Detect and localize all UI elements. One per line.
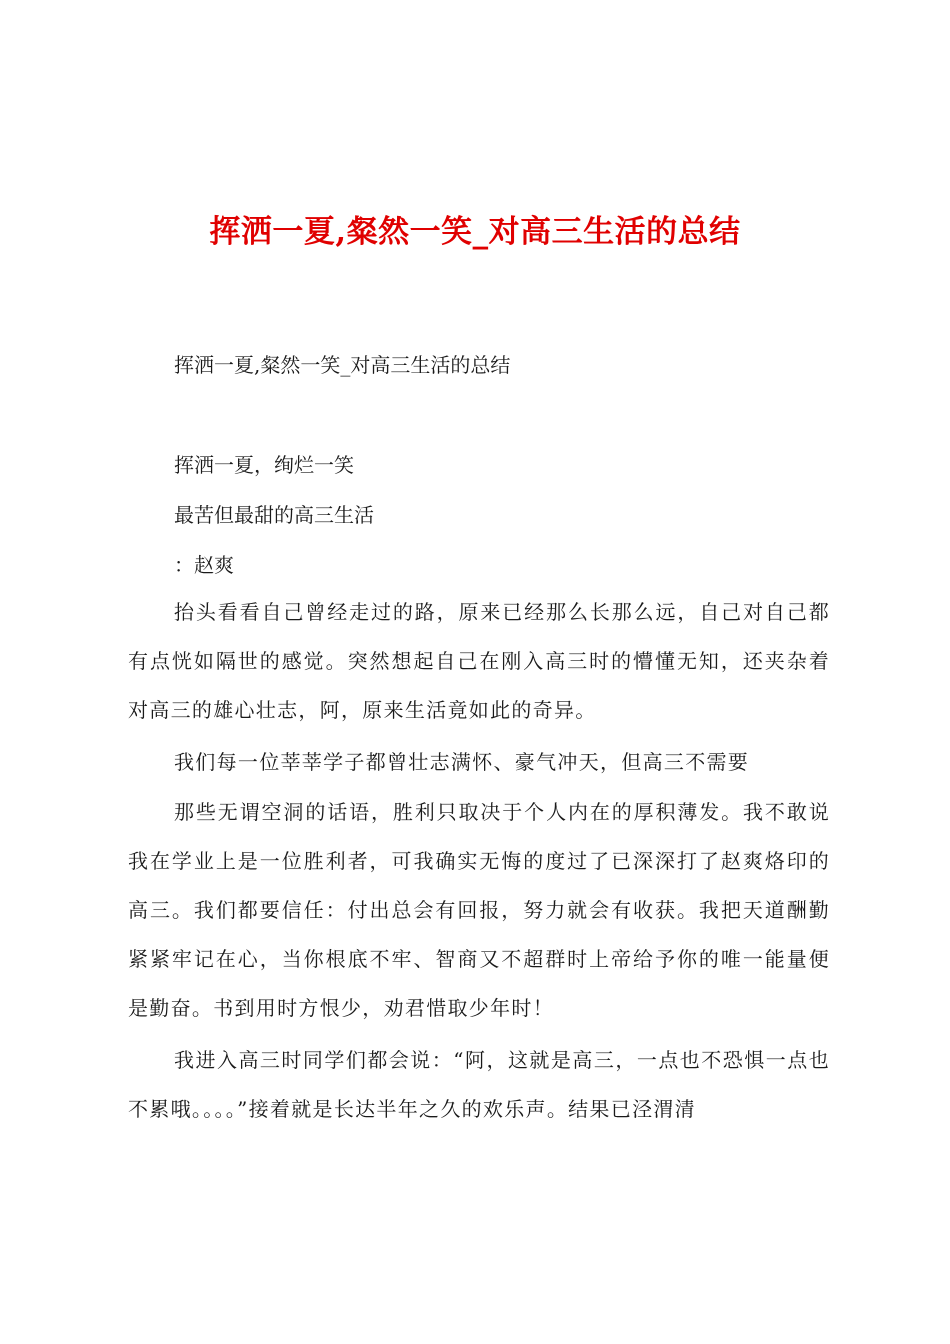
paragraph-3: 那些无谓空洞的话语，胜利只取决于个人内在的厚积薄发。我不敢说我在学业上是一位胜利者，可我确实无悔的度过了已深深打了赵爽烙印的高三。我们都要信任：付出总会有回报，努力就会有收获。我把天道酬勤紧紧牢记在心，当你根底不牢、智商又不超群时上帝给予你的唯一能量便是勤奋。书到用时方恨少，劝君惜取少年时！ [128, 800, 830, 1020]
paragraph-2: 我们每一位莘莘学子都曾壮志满怀、豪气冲天，但高三不需要 [174, 750, 750, 774]
document-subtitle: 挥洒一夏,粲然一笑_对高三生活的总结 [174, 353, 511, 377]
document-title: 挥洒一夏,粲然一笑_对高三生活的总结 [209, 214, 741, 250]
author-line: ：赵爽 [174, 553, 234, 577]
heading-line-2: 最苦但最甜的高三生活 [174, 503, 374, 527]
paragraph-1: 抬头看看自己曾经走过的路，原来已经那么长那么远，自己对自己都有点恍如隔世的感觉。突然想起自己在刚入高三时的懵懂无知，还夹杂着对高三的雄心壮志，阿，原来生活竟如此的奇异。 [128, 600, 830, 722]
heading-line-1: 挥洒一夏，绚烂一笑 [174, 453, 354, 477]
paragraph-4: 我进入高三时同学们都会说：“阿，这就是高三，一点也不恐惧一点也不累哦。。。。”接着就是长达半年之久的欢乐声。结果已泾渭清 [128, 1048, 830, 1121]
